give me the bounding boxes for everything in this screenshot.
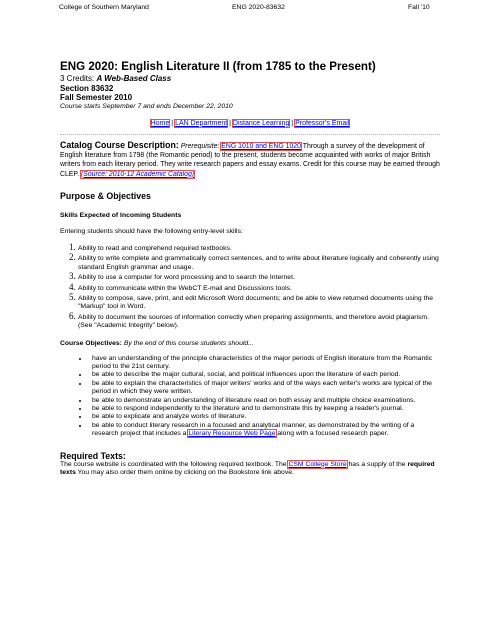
skills-intro: Entering students should have the following entry-level skills: xyxy=(60,228,243,236)
required-texts-heading: Required Texts: xyxy=(60,450,126,461)
credits-type: A Web-Based Class xyxy=(96,74,172,83)
list-item: • be able to demonstrate an understanding of literature read on both essay and multiple choice examinations. xyxy=(89,397,440,405)
required-text: has a supply of the xyxy=(346,460,408,468)
list-item: • be able to respond independently to the literature and to demonstrate this by keeping a reader's journal. xyxy=(89,405,440,413)
required-texts-bold: required texts xyxy=(60,460,435,477)
divider xyxy=(60,134,440,135)
nav-lan-department-link[interactable]: LAN Department xyxy=(175,119,228,127)
list-item xyxy=(89,422,440,439)
course-section: Section 83632 xyxy=(60,83,114,93)
nav-distance-learning-link[interactable]: Distance Learning xyxy=(232,119,290,127)
nav-professor-email-link[interactable]: Professor's Email xyxy=(295,119,350,127)
credits-prefix: 3 Credits: xyxy=(60,74,97,83)
college-store-link[interactable]: CSM College Store xyxy=(288,460,347,468)
catalog-source-link[interactable]: (Source: 2010-12 Academic Catalog) xyxy=(80,170,195,178)
catalog-body: Through a survey of the development of English literature from 1798 (the Romantic period) to the present, students become acquainted with works of major British writers from each literary period. They write research papers and essay exams. Credit for this course may be earned through CLEP. xyxy=(60,142,440,178)
list-item: • be able to explain the characteristics of major writers' works and of the ways each writer's works are typical of the period in which they were written. xyxy=(89,380,440,397)
objective-text: be able to conduct literary research in a focused and analytical manner, as demonstrated by the writing of a research project that includes a xyxy=(92,421,415,438)
objectives-heading xyxy=(60,340,440,347)
list-item: • have an understanding of the principle characteristics of the major periods of English literature from the Romantic period to the 21st century. xyxy=(89,355,440,372)
course-dates: Course starts September 7 and ends December 22, 2010 xyxy=(60,102,233,110)
course-semester: Fall Semester 2010 xyxy=(60,93,133,102)
list-item: 5. Ability to compose, save, print, and edit Microsoft Word documents; and be able to view returned documents using the "Markup" tool in Word. xyxy=(78,293,440,312)
nav-separator: | xyxy=(289,119,296,127)
objectives-label: Course Objectives: xyxy=(60,339,122,347)
required-texts-body xyxy=(60,461,440,478)
catalog-description xyxy=(60,141,440,180)
list-item: • be able to explicate and analyze works of literature. xyxy=(89,413,440,421)
prerequisite-label: Prerequisite: xyxy=(178,142,222,150)
required-text: You may also order them online by clicking on the Bookstore link above. xyxy=(75,469,294,477)
header-course-code: ENG 2020-83632 xyxy=(232,4,285,11)
literary-resource-link[interactable]: Literary Resource Web Page xyxy=(188,430,276,438)
course-credits xyxy=(60,74,440,84)
skills-list xyxy=(60,243,440,331)
list-item: 6. Ability to document the sources of information correctly when preparing assignments, and therefore avoid plagiarism. (See "Academic Integrity" below). xyxy=(78,312,440,331)
objectives-intro: By the end of this course students should... xyxy=(121,339,254,347)
required-text: The course website is coordinated with the following required textbook. The xyxy=(60,460,289,468)
purpose-heading: Purpose & Objectives xyxy=(60,191,151,202)
course-title: ENG 2020: English Literature II (from 1785 to the Present) xyxy=(60,60,376,73)
prerequisite-link[interactable]: ENG 1010 and ENG 1020 xyxy=(221,142,301,150)
nav-links xyxy=(60,120,440,128)
list-item: 3. Ability to use a computer for word processing and to search the Internet. xyxy=(78,272,440,282)
nav-separator: | xyxy=(169,119,176,127)
skills-heading: Skills Expected of Incoming Students xyxy=(60,212,182,220)
list-item: • be able to describe the major cultural, social, and political influences upon the literature of each period. xyxy=(89,371,440,379)
main-content xyxy=(60,60,440,478)
list-item: 4. Ability to communicate within the WebCT E-mail and Discussions tools. xyxy=(78,283,440,293)
list-item: 2. Ability to write complete and grammatically correct sentences, and to write about literature logically and coherently using standard English grammar and usage. xyxy=(78,253,440,272)
header-term: Fall '10 xyxy=(408,4,430,11)
nav-separator: | xyxy=(227,119,233,127)
header-college: College of Southern Maryland xyxy=(59,4,149,11)
nav-home-link[interactable]: Home xyxy=(150,119,170,127)
catalog-heading: Catalog Course Description: xyxy=(60,139,179,150)
list-item: 1. Ability to read and comprehend required textbooks. xyxy=(78,243,440,253)
objective-text: along with a focused research paper. xyxy=(275,430,389,438)
objectives-list xyxy=(60,355,440,439)
